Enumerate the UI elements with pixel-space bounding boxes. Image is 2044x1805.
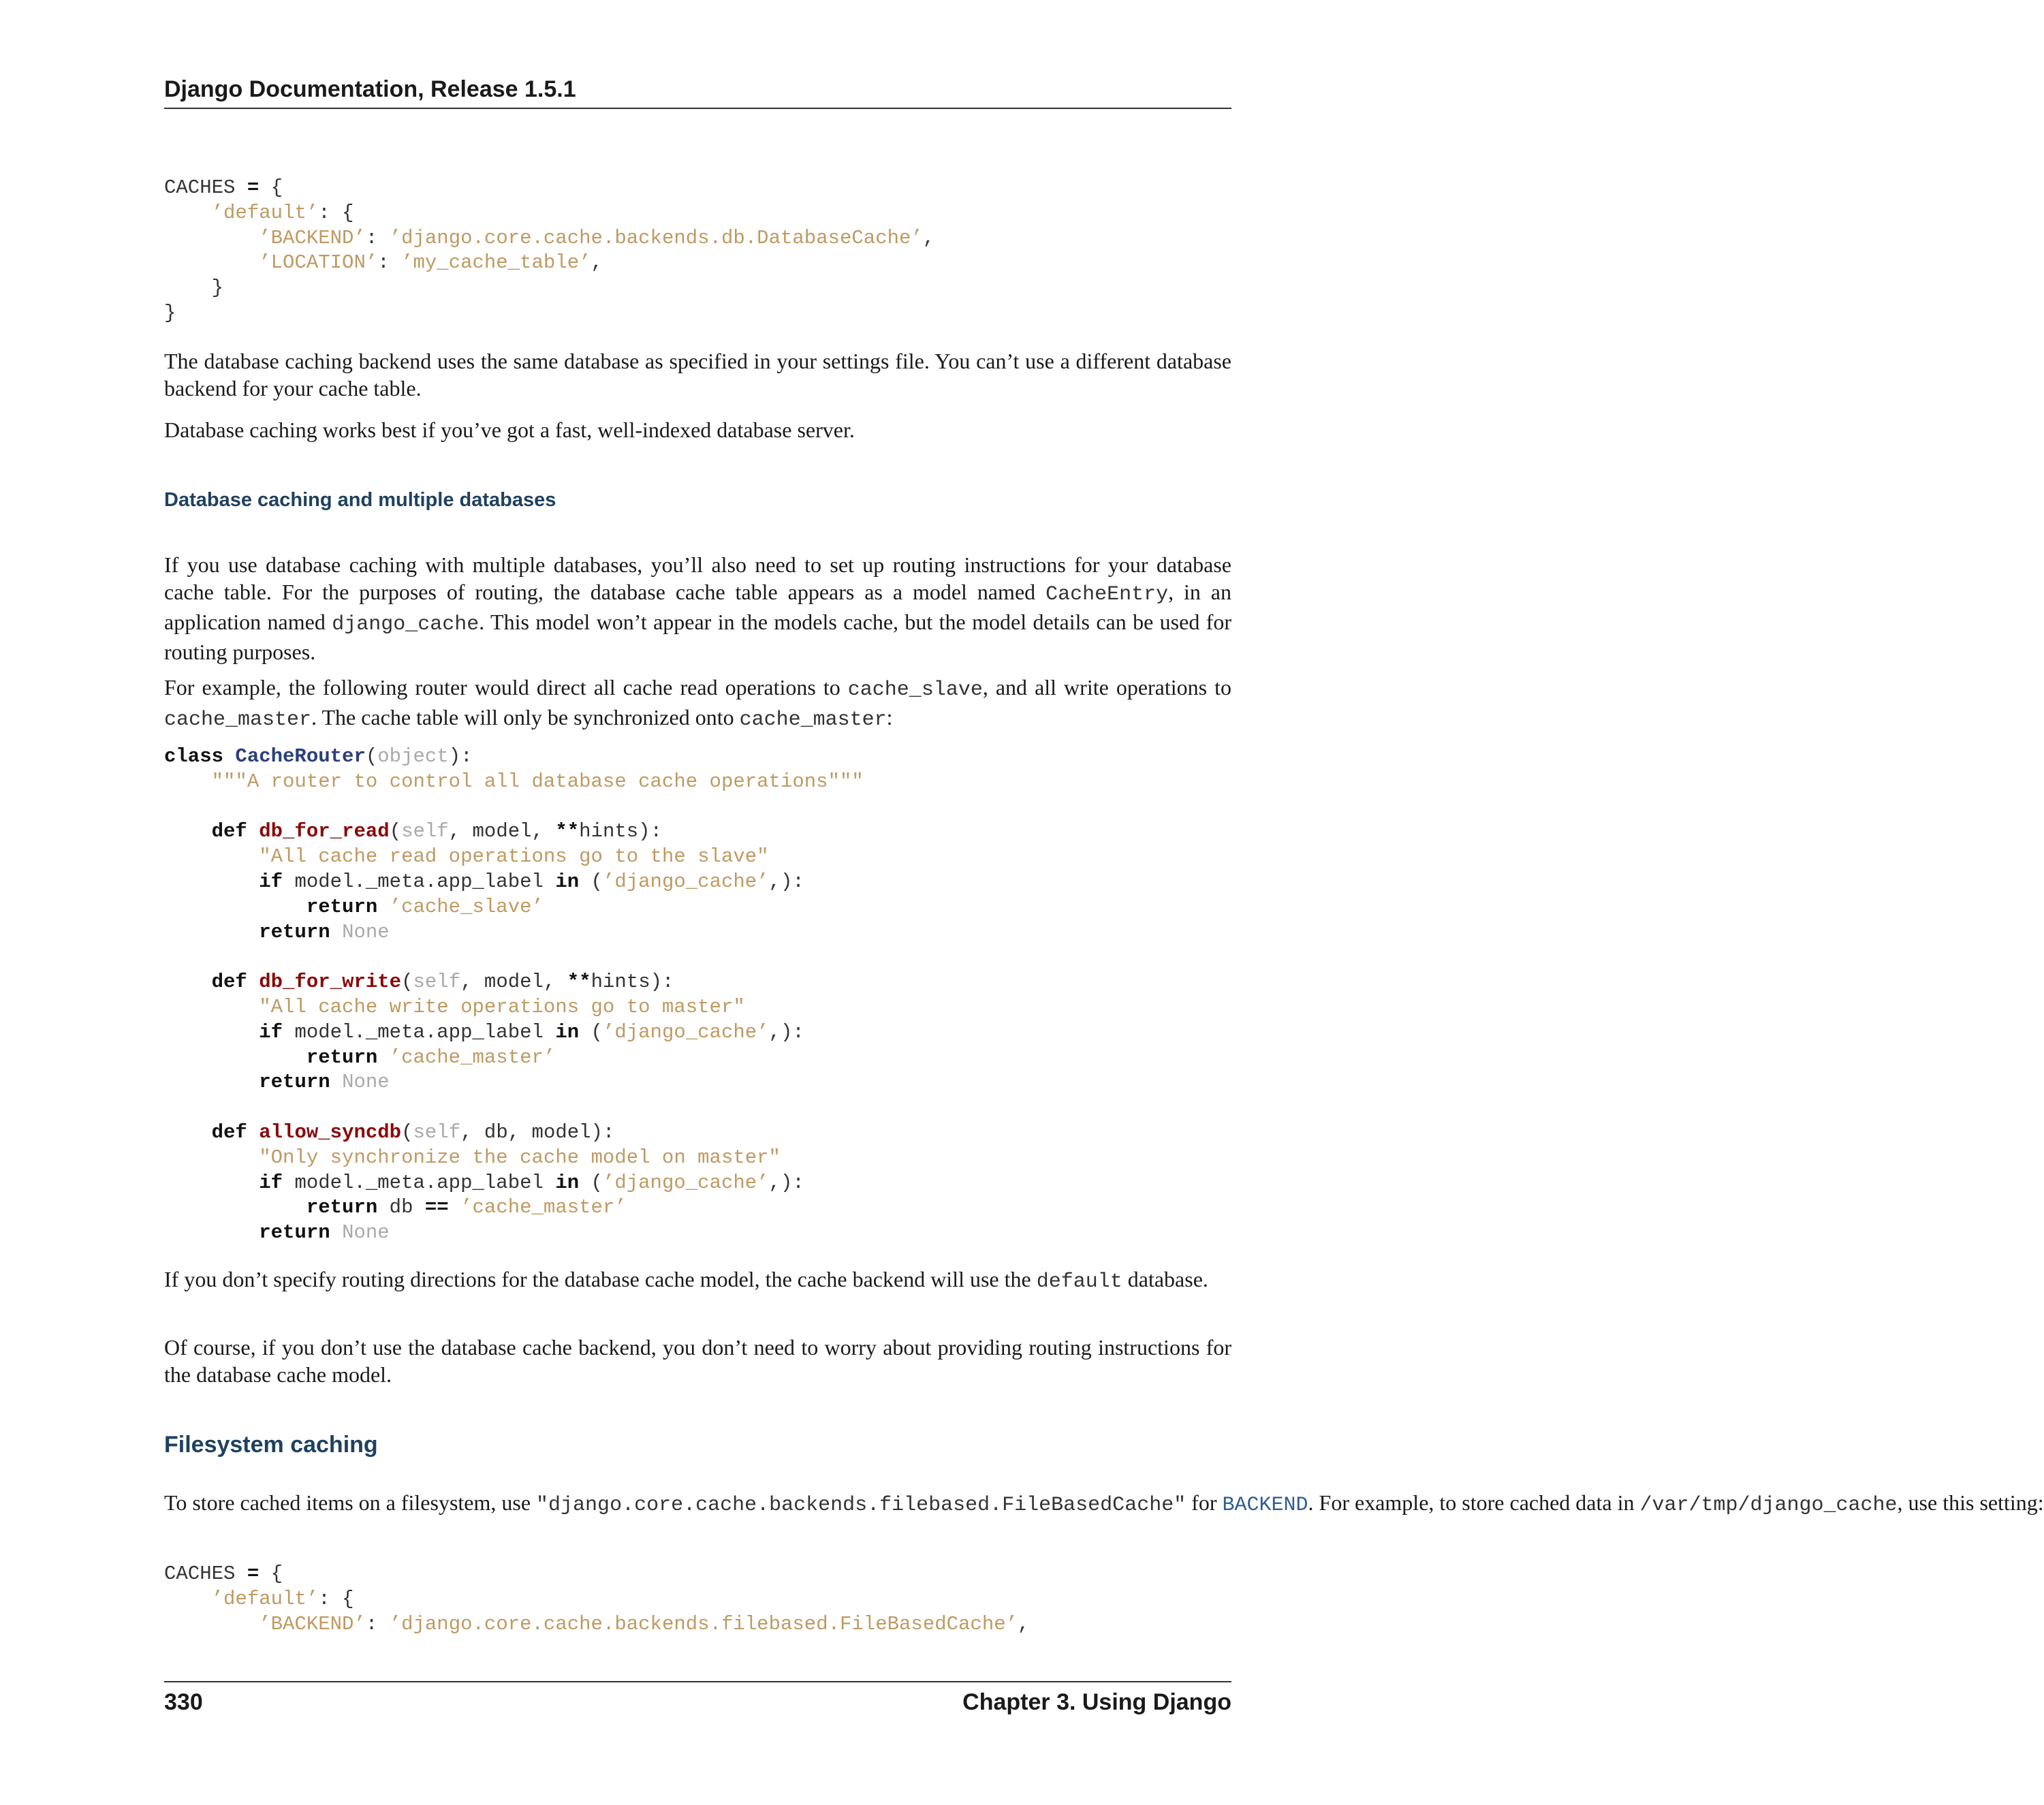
heading-filesystem-caching: Filesystem caching (164, 1432, 378, 1458)
code-line (164, 995, 864, 1020)
inline-code: django_cache (332, 613, 479, 636)
text-run: database. (1122, 1267, 1208, 1291)
code-token: None (342, 1221, 390, 1244)
code-token (164, 1046, 306, 1069)
code-token: hints): (591, 971, 674, 994)
setting-link[interactable]: BACKEND (1222, 1494, 1308, 1517)
code-token: if (259, 1171, 283, 1194)
code-token: return (259, 920, 330, 943)
code-token (247, 820, 259, 843)
code-token: self (413, 971, 461, 994)
code-line (164, 845, 864, 870)
code-token: "All cache read operations go to the slave" (259, 845, 769, 868)
code-token: class (164, 745, 224, 768)
code-token: ’cache_master’ (389, 1046, 556, 1069)
code-token: ** (567, 971, 591, 994)
code-token: if (259, 870, 283, 893)
code-token (223, 745, 235, 768)
code-token: return (306, 1046, 378, 1069)
footer-rule (164, 1681, 1231, 1682)
code-token (449, 1196, 460, 1219)
code-line (164, 870, 864, 895)
code-line (164, 744, 864, 770)
code-token: } (164, 301, 176, 324)
code-token: ( (389, 820, 402, 843)
inline-code: CacheEntry (1045, 583, 1169, 606)
code-line (164, 1562, 1029, 1587)
code-line (164, 251, 934, 276)
code-token: ’django.core.cache.backends.db.DatabaseCache’ (389, 226, 923, 249)
code-token: ,): (768, 1171, 804, 1194)
code-token: CACHES (164, 176, 247, 199)
code-line (164, 920, 864, 945)
code-token: ,): (768, 870, 804, 893)
code-token: , (591, 251, 603, 274)
code-token (164, 1196, 306, 1219)
text-run: , and all write operations to (982, 675, 1232, 700)
text-run: For example, the following router would direct all cache read operations to (164, 675, 848, 700)
code-token: model._meta.app_label (283, 1171, 556, 1194)
code-token: ): (448, 745, 473, 768)
code-token: self (413, 1120, 461, 1144)
code-line (164, 1020, 864, 1046)
code-token (247, 971, 259, 993)
code-token (164, 1613, 259, 1635)
text-run: If you use database caching with multiple databases, you’ll also need to set up routing instructions for your database cache table. For the purposes of routing, the database cache table appears as a model named (164, 552, 1231, 604)
code-token: : (377, 251, 402, 274)
running-header: Django Documentation, Release 1.5.1 (164, 76, 576, 102)
code-token (164, 996, 259, 1018)
code-token (164, 251, 259, 274)
code-token (164, 921, 259, 943)
code-line (164, 1221, 864, 1246)
code-token: "Only synchronize the cache model on master" (259, 1146, 781, 1169)
code-token: ( (579, 870, 603, 893)
text-run: for (1186, 1490, 1223, 1515)
code-line (164, 1612, 1029, 1637)
code-token (247, 1121, 259, 1144)
code-token (164, 1021, 259, 1043)
code-token: ’my_cache_table’ (401, 251, 591, 274)
paragraph-default-database (164, 1266, 1231, 1296)
text-run: . This model won’t appear in the models cache, but the model details can be used for routing purposes. (164, 610, 1232, 664)
paragraph-database-server (164, 416, 1231, 443)
code-token (164, 1221, 259, 1244)
code-line (164, 945, 864, 970)
code-token: return (306, 895, 378, 918)
code-token: db_for_read (259, 820, 390, 843)
code-token: : { (318, 201, 354, 224)
code-token (164, 971, 212, 993)
code-line (164, 1587, 1029, 1612)
code-token: ’django_cache’ (602, 1020, 769, 1043)
code-token: model._meta.app_label (283, 870, 556, 893)
code-token: object (377, 745, 449, 768)
code-line (164, 1195, 864, 1221)
code-token (377, 1046, 389, 1069)
code-token: ’django.core.cache.backends.filebased.FileBasedCache’ (389, 1612, 1018, 1635)
code-line (164, 1146, 864, 1171)
code-token: def (211, 971, 247, 994)
text-run: Of course, if you don’t use the database cache backend, you don’t need to worry about providing routing instructions for the database cache model. (164, 1335, 1231, 1387)
code-token: ( (579, 1171, 603, 1194)
code-token: db_for_write (259, 971, 402, 994)
code-line (164, 301, 934, 326)
code-token: self (401, 820, 449, 843)
code-token: in (555, 1020, 580, 1043)
code-token (164, 227, 259, 249)
document-page (164, 0, 2044, 1805)
code-line (164, 795, 864, 820)
code-token (164, 870, 259, 893)
code-token: return (259, 1221, 330, 1244)
text-run: To store cached items on a filesystem, use (164, 1490, 537, 1515)
code-line (164, 201, 934, 226)
code-line (164, 970, 864, 995)
code-token (164, 1071, 259, 1093)
code-token: ( (401, 971, 413, 994)
code-token: CacheRouter (235, 745, 366, 768)
code-token: : (365, 226, 390, 249)
code-token: { (259, 176, 283, 199)
code-token (164, 896, 306, 918)
code-token: in (555, 1171, 580, 1194)
code-token (164, 202, 212, 224)
code-token: ’BACKEND’ (259, 1612, 366, 1635)
inline-code: "django.core.cache.backends.filebased.FileBasedCache" (536, 1494, 1186, 1517)
code-block-caches-db (164, 176, 934, 326)
code-token: ,): (768, 1020, 804, 1043)
text-run: Database caching works best if you’ve got a fast, well-indexed database server. (164, 418, 855, 442)
code-token: ( (579, 1020, 603, 1043)
text-run: : (886, 705, 893, 729)
code-line (164, 1046, 864, 1071)
code-block-cache-router (164, 744, 864, 1246)
inline-code: cache_slave (847, 678, 983, 702)
code-token: ’cache_slave’ (389, 895, 544, 918)
code-token: CACHES (164, 1563, 247, 1585)
code-token (164, 770, 212, 793)
text-run: , use this setting: (1897, 1490, 2044, 1515)
heading-database-caching-multiple-databases: Database caching and multiple databases (164, 489, 556, 511)
header-rule (164, 108, 1231, 109)
inline-code: cache_master (739, 708, 887, 732)
text-run: . For example, to store cached data in (1308, 1490, 1640, 1515)
code-token: : (365, 1612, 390, 1635)
inline-code: default (1036, 1270, 1122, 1293)
code-token: ’default’ (211, 1587, 319, 1610)
code-token: , model, (460, 971, 567, 994)
code-line (164, 895, 864, 920)
code-token: db (377, 1196, 425, 1219)
code-token: ’django_cache’ (602, 1171, 769, 1194)
paragraph-multiple-databases (164, 551, 1231, 665)
code-token (164, 1121, 212, 1144)
code-block-caches-filebased (164, 1562, 1029, 1637)
code-token (330, 921, 342, 943)
code-line (164, 176, 934, 201)
code-token: , (922, 226, 935, 249)
code-token: ’LOCATION’ (259, 251, 378, 274)
code-token: , db, model): (460, 1120, 615, 1144)
paragraph-filesystem-caching (164, 1489, 2044, 1519)
code-token: None (342, 1071, 390, 1094)
code-line (164, 1070, 864, 1095)
code-token (330, 1221, 342, 1244)
code-line (164, 276, 934, 301)
code-token: def (211, 1120, 247, 1144)
code-line (164, 1120, 864, 1146)
code-token: if (259, 1020, 283, 1043)
code-token: ’BACKEND’ (259, 226, 366, 249)
code-line (164, 226, 934, 251)
code-token: ( (401, 1120, 413, 1144)
code-token: "All cache write operations go to master" (259, 995, 745, 1018)
page-number: 330 (164, 1689, 203, 1715)
code-token: ’cache_master’ (460, 1196, 627, 1219)
code-line (164, 819, 864, 845)
code-token: return (306, 1196, 378, 1219)
code-token: = (247, 1563, 260, 1585)
code-line (164, 1171, 864, 1196)
chapter-title: Chapter 3. Using Django (962, 1689, 1231, 1715)
code-token: ** (555, 820, 580, 843)
code-token: == (424, 1196, 449, 1219)
paragraph-router-example (164, 674, 1231, 734)
code-line (164, 770, 864, 795)
code-token: = (247, 176, 260, 199)
code-token (164, 1172, 259, 1194)
code-token: ( (365, 745, 378, 768)
code-line (164, 1095, 864, 1120)
code-token: def (211, 820, 247, 843)
paragraph-database-backend (164, 347, 1231, 402)
code-token: """A router to control all database cache operations""" (211, 770, 864, 793)
paragraph-routing-instructions (164, 1334, 1231, 1388)
inline-code: cache_master (164, 708, 312, 732)
code-token (164, 845, 259, 868)
text-run: , in an application named (164, 580, 1232, 634)
code-token: } (164, 277, 224, 300)
code-token: hints): (579, 820, 662, 843)
code-token: in (555, 870, 580, 893)
text-run: . The cache table will only be synchronized onto (311, 705, 740, 729)
code-token: ’default’ (211, 201, 319, 224)
code-token (330, 1071, 342, 1093)
code-token: return (259, 1071, 330, 1094)
code-token: { (259, 1563, 283, 1585)
code-token (164, 1588, 212, 1610)
code-token (164, 1146, 259, 1169)
code-token: : { (318, 1587, 354, 1610)
text-run: The database caching backend uses the same database as specified in your settings file. You can’t use a different database backend for your cache table. (164, 349, 1231, 401)
code-token: None (342, 920, 390, 943)
inline-code: /var/tmp/django_cache (1639, 1494, 1898, 1517)
code-token: ’django_cache’ (602, 870, 769, 893)
code-token: allow_syncdb (259, 1120, 402, 1144)
code-token (377, 896, 389, 918)
code-token (164, 820, 212, 843)
code-token: , model, (448, 820, 556, 843)
code-token: , (1018, 1612, 1030, 1635)
text-run: If you don’t specify routing directions for the database cache model, the cache backend will use the (164, 1267, 1037, 1291)
code-token: model._meta.app_label (283, 1020, 556, 1043)
